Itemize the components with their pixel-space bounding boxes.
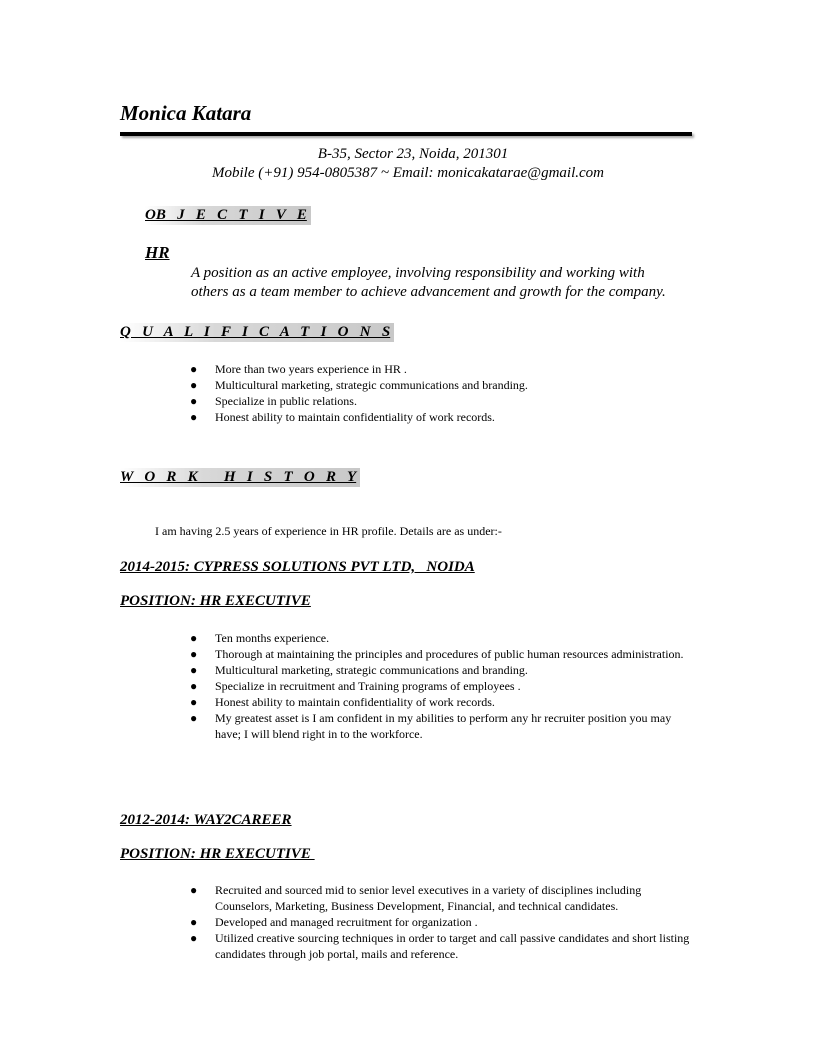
list-item: ● Specialize in recruitment and Training programs of employees . bbox=[190, 679, 521, 693]
list-item: ● Multicultural marketing, strategic communications and branding. bbox=[190, 663, 528, 677]
objective-text-line: A position as an active employee, involving responsibility and working with bbox=[191, 265, 645, 281]
list-item: ● My greatest asset is I am confident in my abilities to perform any hr recruiter position you may have; I will blend right in to the workforce. bbox=[190, 711, 672, 741]
list-item: ● Honest ability to maintain confidentiality of work records. bbox=[190, 410, 495, 424]
bullet-icon: ● bbox=[190, 647, 198, 661]
bullet-icon: ● bbox=[190, 915, 198, 929]
job-duties-list bbox=[120, 630, 695, 742]
header-divider bbox=[120, 132, 692, 136]
list-item: ● Recruited and sourced mid to senior level executives in a variety of disciplines including Counselors, Marketing, Business Development, Financial, and technical candidates. bbox=[190, 883, 642, 913]
qualifications-heading: Q U A L I F I C A T I O N S bbox=[120, 323, 394, 342]
address: B-35, Sector 23, Noida, 201301 bbox=[317, 146, 509, 162]
job-position: POSITION: HR EXECUTIVE bbox=[120, 593, 311, 609]
bullet-icon: ● bbox=[190, 631, 198, 645]
objective-role: HR bbox=[145, 243, 170, 262]
list-item: ● Ten months experience. bbox=[190, 631, 330, 645]
objective-text-line: others as a team member to achieve advancement and growth for the company. bbox=[191, 284, 666, 300]
bullet-icon: ● bbox=[190, 394, 198, 408]
job-duties-list bbox=[120, 882, 695, 962]
job-title: 2014-2015: CYPRESS SOLUTIONS PVT LTD, NOIDA bbox=[120, 559, 475, 575]
candidate-name: Monica Katara bbox=[120, 101, 252, 125]
qualifications-list bbox=[120, 361, 695, 425]
work-history-heading: W O R K H I S T O R Y bbox=[120, 468, 360, 487]
list-item: ● Thorough at maintaining the principles and procedures of public human resources administration. bbox=[190, 647, 684, 661]
list-item: ● Utilized creative sourcing techniques in order to target and call passive candidates and short listing candidates through job portal, mails and reference. bbox=[190, 931, 690, 961]
bullet-icon: ● bbox=[190, 410, 198, 424]
work-history-intro: I am having 2.5 years of experience in HR profile. Details are as under:- bbox=[155, 524, 502, 538]
job-position: POSITION: HR EXECUTIVE bbox=[120, 846, 315, 862]
bullet-icon: ● bbox=[190, 883, 198, 897]
contact-line: Mobile (+91) 954-0805387 ~ Email: monicakatarae@gmail.com bbox=[212, 165, 604, 181]
list-item: ● Developed and managed recruitment for organization . bbox=[190, 915, 478, 929]
list-item: ● Specialize in public relations. bbox=[190, 394, 357, 408]
objective-text bbox=[191, 264, 731, 302]
bullet-icon: ● bbox=[190, 663, 198, 677]
bullet-icon: ● bbox=[190, 711, 198, 725]
objective-heading: OB J E C T I V E bbox=[145, 206, 311, 225]
bullet-icon: ● bbox=[190, 679, 198, 693]
job-title: 2012-2014: WAY2CAREER bbox=[120, 812, 292, 828]
list-item: ● Honest ability to maintain confidentiality of work records. bbox=[190, 695, 495, 709]
list-item: ● Multicultural marketing, strategic communications and branding. bbox=[190, 378, 528, 392]
bullet-icon: ● bbox=[190, 362, 198, 376]
bullet-icon: ● bbox=[190, 931, 198, 945]
bullet-icon: ● bbox=[190, 378, 198, 392]
bullet-icon: ● bbox=[190, 695, 198, 709]
list-item: ● More than two years experience in HR . bbox=[190, 362, 407, 376]
